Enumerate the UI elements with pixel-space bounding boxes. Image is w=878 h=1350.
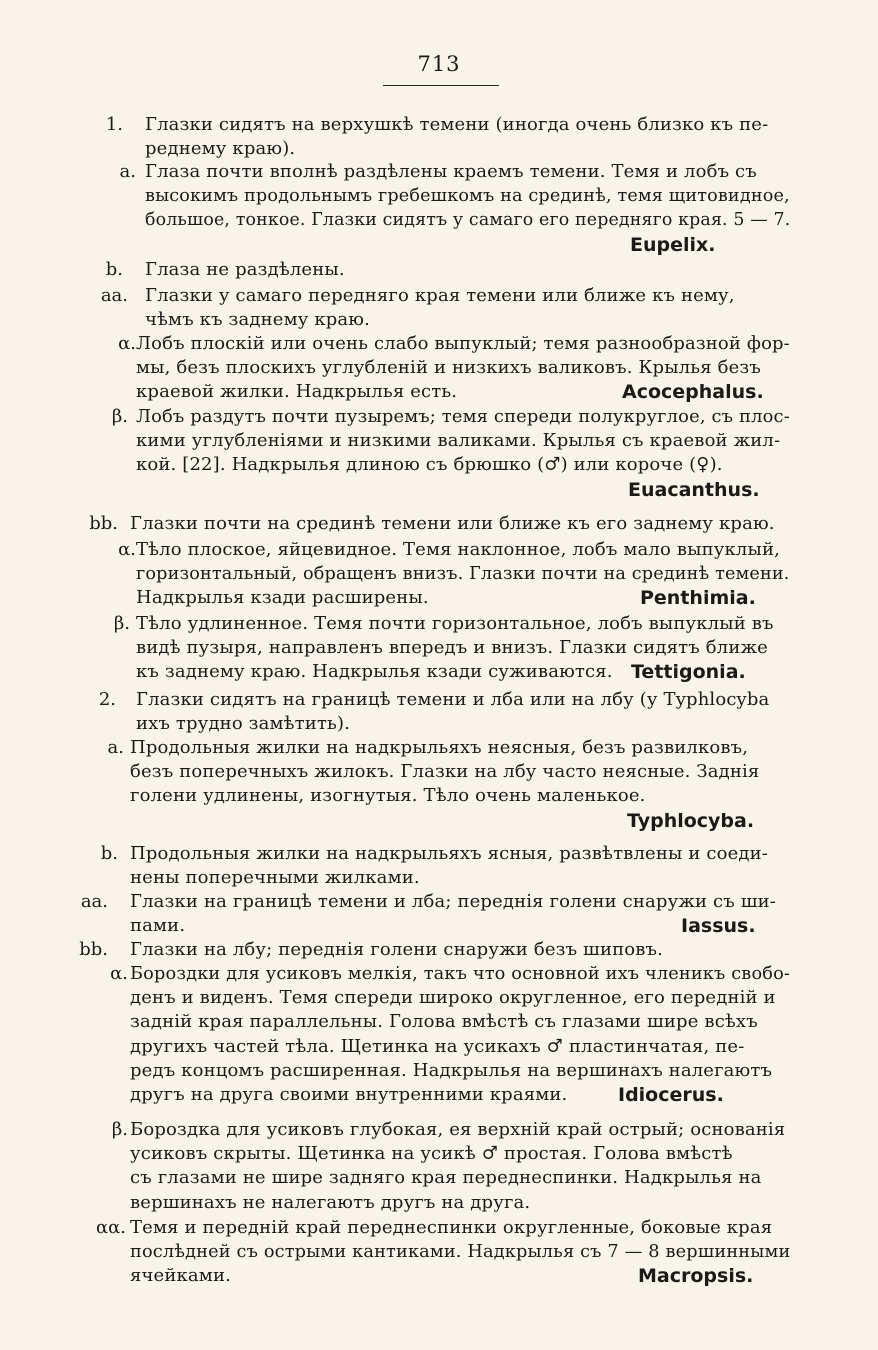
entry-text-line: Бороздка для усиковъ глубокая, ея верхній край острый; основанія — [130, 1119, 786, 1140]
entry-text-line: видѣ пузыря, направленъ впередъ и внизъ. Глазки сидятъ ближе — [136, 637, 768, 659]
entry-text-line: другихъ частей тѣла. Щетинка на усикахъ ♂ пластинчатая, пе- — [130, 1035, 745, 1057]
entry-label: b. — [100, 843, 118, 864]
entry-text-line: Лобъ раздутъ почти пузыремъ; темя спереди полукруглое, съ плос- — [136, 406, 790, 427]
entry-text-line: голени удлинены, изогнутыя. Тѣло очень маленькое. — [130, 785, 646, 807]
entry-text-line: Глазки на границѣ темени и лба; переднія голени снаружи съ ши- — [130, 891, 777, 912]
entry-text-line: денъ и виденъ. Темя спереди широко округленное, его передній и — [130, 987, 776, 1009]
entry-text-line: высокимъ продольнымъ гребешкомъ на срединѣ, темя щитовидное, — [145, 185, 790, 207]
entry-text-line: безъ поперечныхъ жилокъ. Глазки на лбу часто неясные. Заднія — [130, 761, 760, 783]
entry-label: β. — [111, 1119, 128, 1140]
entry-text-line: другъ на друга своими внутренними краями. — [130, 1084, 568, 1105]
entry-label: α. — [118, 539, 136, 560]
genus-name: Acocephalus. — [622, 381, 764, 404]
entry-text-line: краевой жилки. Надкрылья есть. — [136, 381, 458, 403]
entry-text-line: ихъ трудно замѣтить). — [136, 713, 351, 735]
entry-label: 1. — [105, 114, 123, 135]
entry-label: b. — [105, 259, 123, 280]
entry-text-line: чѣмъ къ заднему краю. — [145, 309, 370, 331]
entry-text-line: большое, тонкое. Глазки сидятъ у самаго его передняго края. 5 — 7. — [145, 209, 791, 231]
entry-text-line: кой. [22]. Надкрылья длиною съ брюшко (♂) или короче (♀). — [136, 454, 723, 476]
entry-label: a. — [119, 161, 136, 182]
genus-name: Idiocerus. — [618, 1084, 724, 1106]
entry-text-line: Глаза почти вполнѣ раздѣлены краемъ темени. Темя и лобъ съ — [145, 161, 757, 182]
genus-name: Penthimia. — [640, 587, 756, 610]
genus-name: Typhlocyba. — [627, 809, 755, 832]
entry-text-line: задній края параллельны. Голова вмѣстѣ съ глазами шире всѣхъ — [130, 1011, 758, 1033]
entry-label: α. — [110, 963, 128, 984]
entry-text-line: Глазки сидятъ на верхушкѣ темени (иногда очень близко къ пе- — [145, 114, 769, 135]
entry-text-line: Надкрылья кзади расширены. — [136, 587, 429, 609]
entry-text-line: Глазки сидятъ на границѣ темени и лба или на лбу (у Typhlocyba — [136, 689, 770, 710]
entry-text-line: ячейками. — [130, 1265, 231, 1287]
entry-text-line: нены поперечными жилками. — [130, 867, 420, 889]
entry-text-line: горизонтальный, обращенъ внизъ. Глазки почти на срединѣ темени. — [136, 563, 790, 585]
page-number-rule — [383, 85, 499, 86]
entry-text-line: Лобъ плоскій или очень слабо выпуклый; темя разнообразной фор- — [136, 333, 790, 354]
entry-text-line: Глазки на лбу; переднія голени снаружи безъ шиповъ. — [130, 939, 663, 960]
entry-label: β. — [113, 613, 130, 634]
entry-text-line: вершинахъ не налегаютъ другъ на друга. — [130, 1191, 531, 1213]
page-number: 713 — [417, 52, 461, 76]
entry-text-line: послѣдней съ острыми кантиками. Надкрылья съ 7 — 8 вершинными — [130, 1241, 791, 1263]
entry-text-line: Продольныя жилки на надкрыльяхъ ясныя, развѣтвлены и соеди- — [130, 843, 768, 864]
entry-text-line: реднему краю). — [145, 138, 296, 160]
entry-text-line: усиковъ скрыты. Щетинка на усикѣ ♂ простая. Голова вмѣстѣ — [130, 1143, 733, 1165]
entry-label: aa. — [80, 891, 108, 912]
entry-label: bb. — [89, 513, 118, 534]
entry-text-line: Глазки почти на срединѣ темени или ближе къ его заднему краю. — [130, 513, 775, 534]
entry-label: aa. — [100, 285, 128, 306]
entry-text-line: къ заднему краю. Надкрылья кзади суживаются. — [136, 661, 613, 683]
entry-label: bb. — [79, 939, 108, 960]
entry-text-line: съ глазами не шире задняго края переднеспинки. Надкрылья на — [130, 1167, 762, 1189]
entry-text-line: Глаза не раздѣлены. — [145, 259, 345, 280]
entry-text-line: мы, безъ плоскихъ углубленій и низкихъ валиковъ. Крылья безъ — [136, 357, 761, 379]
genus-name: Eupelix. — [630, 233, 716, 256]
entry-label: αα. — [95, 1217, 126, 1238]
entry-text-line: Тѣло плоское, яйцевидное. Темя наклонное, лобъ мало выпуклый, — [136, 539, 780, 560]
genus-name: Macropsis. — [638, 1265, 754, 1288]
entry-text-line: Тѣло удлиненное. Темя почти горизонтальное, лобъ выпуклый въ — [136, 613, 774, 634]
entry-text-line: Темя и передній край переднеспинки округленные, боковые края — [130, 1217, 773, 1238]
entry-label: 2. — [98, 689, 116, 710]
entry-text-line: Продольныя жилки на надкрыльяхъ неясныя, безъ развилковъ, — [130, 737, 749, 758]
genus-name: Iassus. — [681, 915, 756, 938]
genus-name: Euacanthus. — [628, 478, 760, 501]
entry-label: a. — [107, 737, 124, 758]
entry-text-line: редъ концомъ расширенная. Надкрылья на вершинахъ налегаютъ — [130, 1059, 773, 1081]
entry-text-line: Глазки у самаго передняго края темени или ближе къ нему, — [145, 285, 735, 306]
entry-label: α. — [118, 333, 136, 354]
genus-name: Tettigonia. — [631, 661, 746, 684]
entry-text-line: кими углубленіями и низкими валиками. Крылья съ краевой жил- — [136, 430, 781, 452]
entry-text-line: пами. — [130, 915, 186, 937]
entry-label: β. — [111, 406, 128, 427]
entry-text-line: Бороздки для усиковъ мелкія, такъ что основной ихъ членикъ свобо- — [130, 963, 791, 984]
